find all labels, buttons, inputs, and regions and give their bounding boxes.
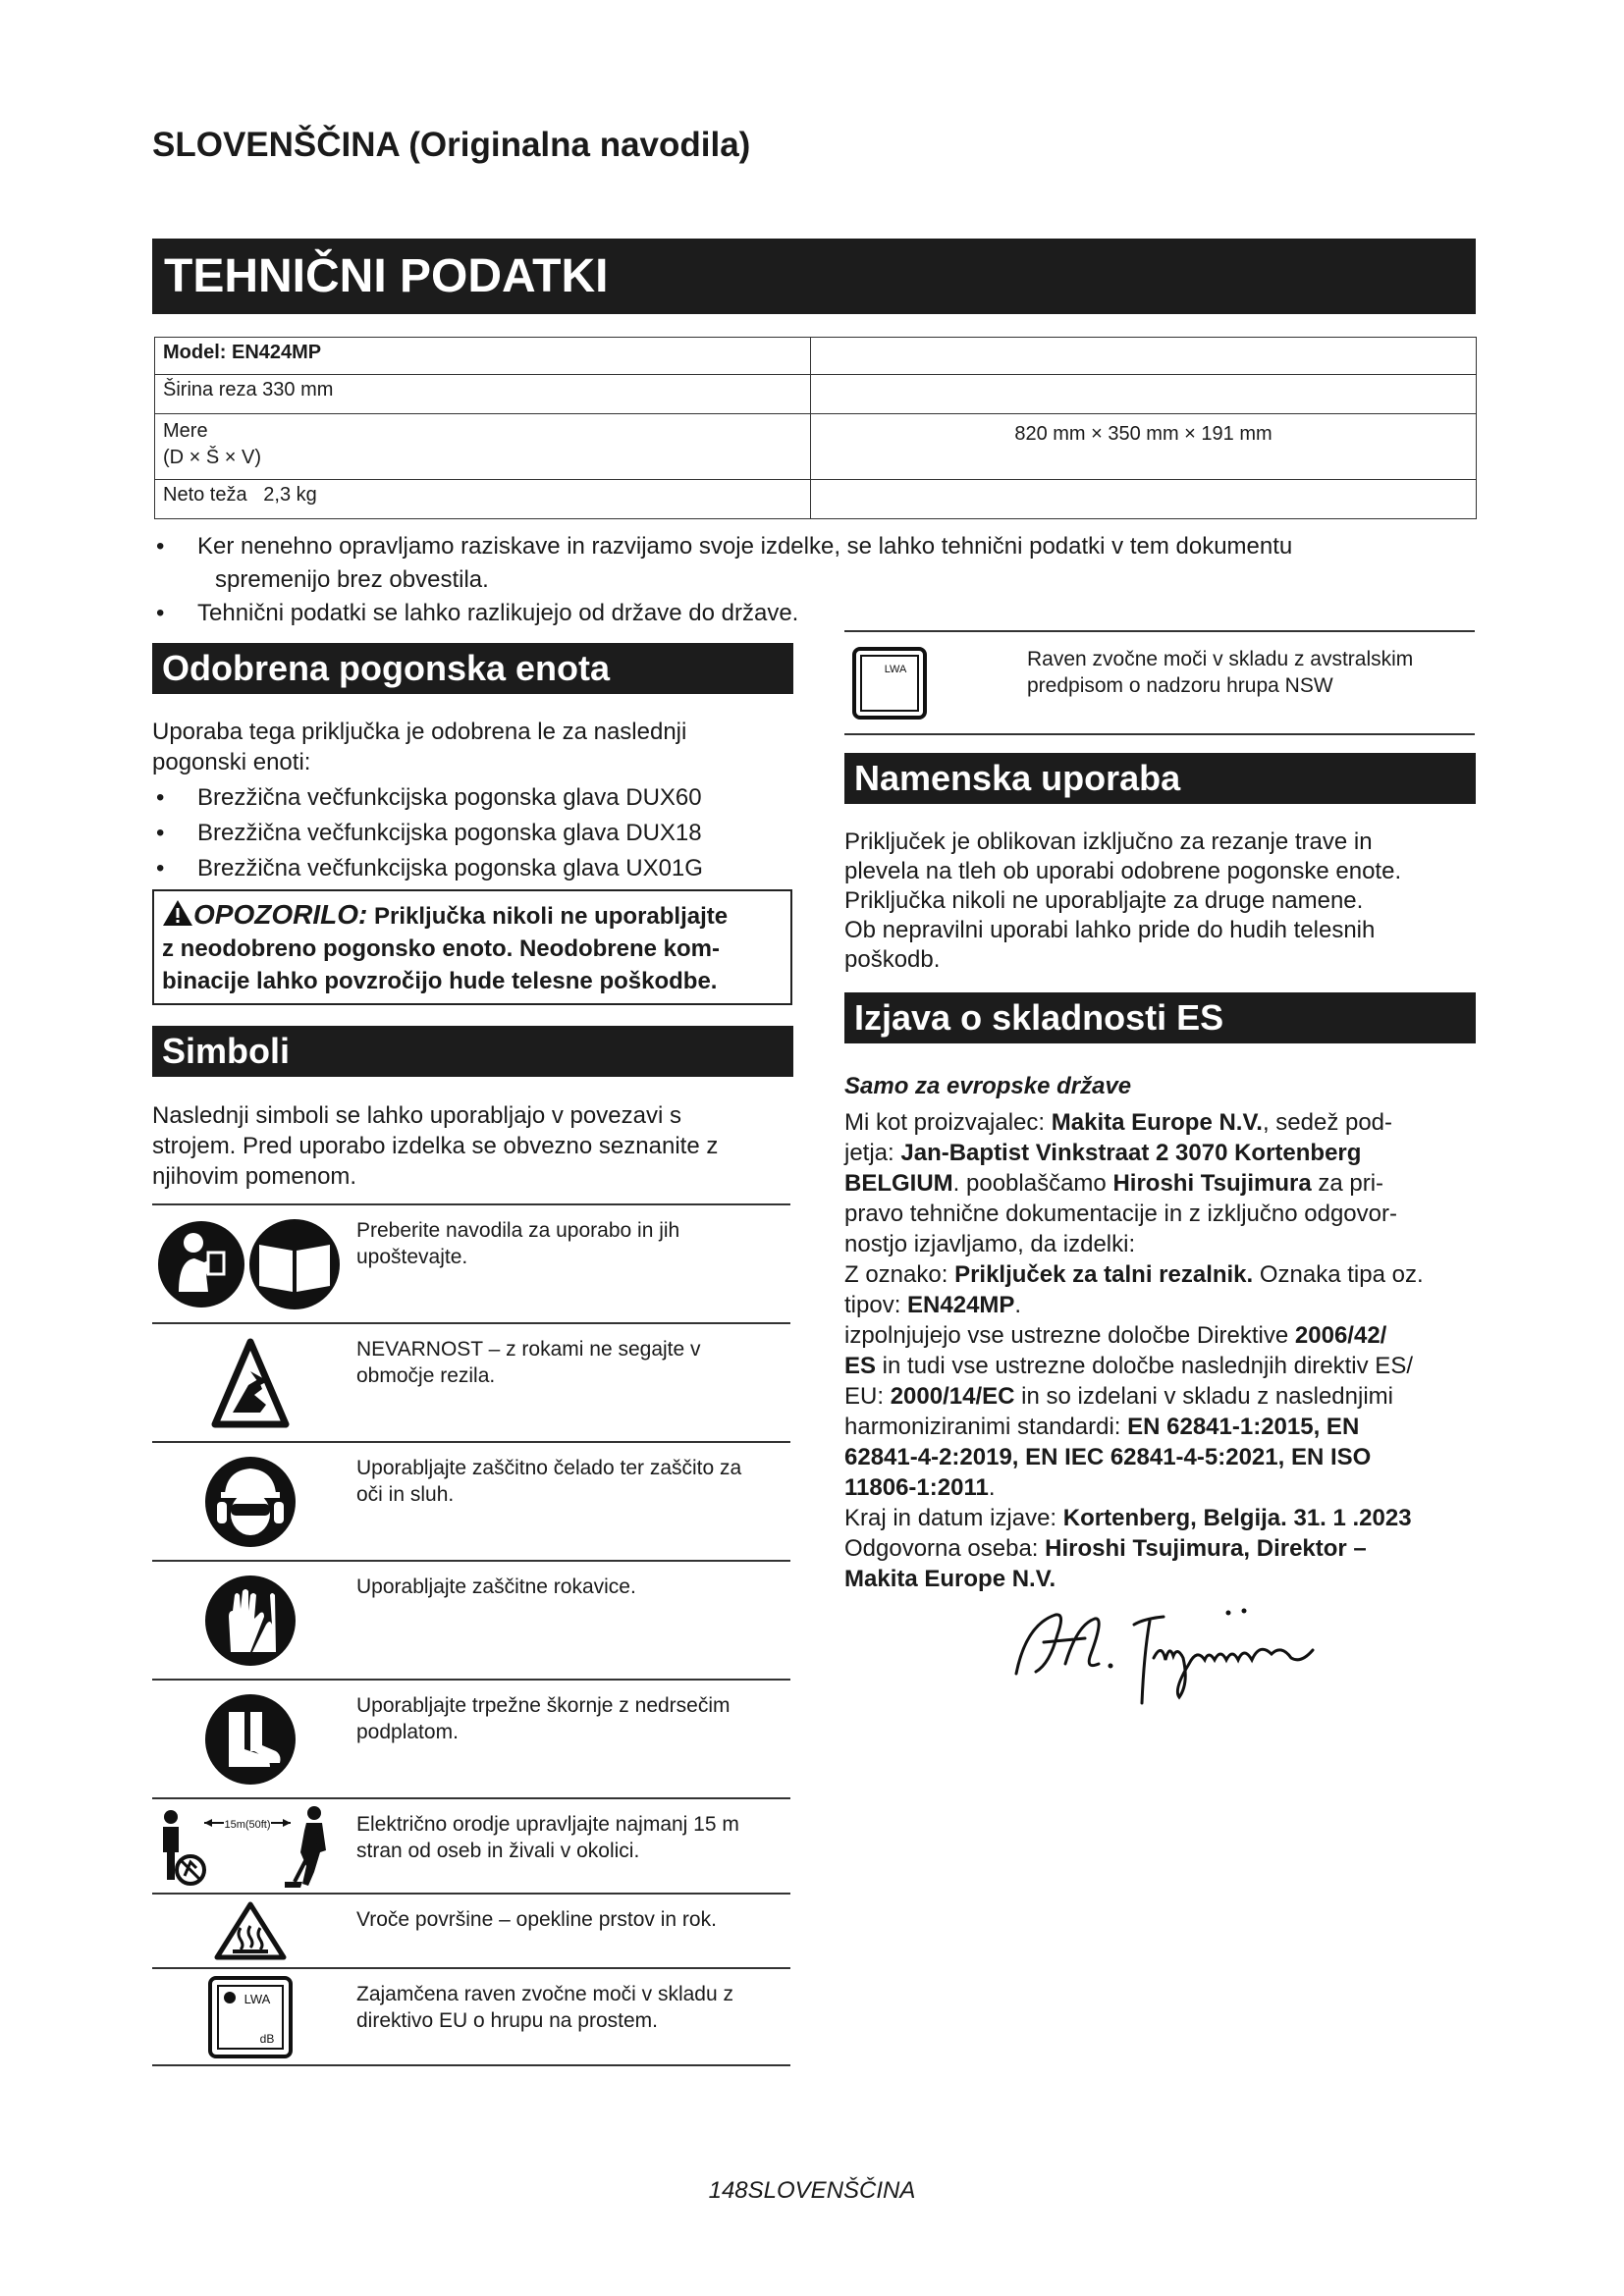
spec-row	[155, 414, 1477, 480]
list-item-text: Brezžična večfunkcijska pogonska glava DUX18	[197, 820, 702, 846]
list-item-text: Brezžična večfunkcijska pogonska glava UX01G	[197, 855, 703, 881]
page-footer: 148SLOVENŠČINA	[708, 2177, 916, 2204]
bullet: •	[156, 784, 165, 811]
product-model: EN424MP	[907, 1292, 1015, 1318]
symbol-description: Vroče površine – opekline prstov in rok.	[356, 1908, 717, 1931]
declaration-fragment: , sedež pod- jetja:	[844, 1109, 1393, 1166]
distance-label: 15m(50ft)	[224, 1818, 271, 1831]
sound-level-label: LWA	[884, 663, 907, 675]
symbol-row	[152, 1441, 790, 1560]
declaration-fragment: in so izdelani v skladu z naslednjimi harmoniziranimi standardi:	[844, 1383, 1393, 1440]
spec-value	[811, 480, 1477, 519]
bullet: •	[156, 533, 165, 560]
symbol-row	[152, 1679, 790, 1797]
symbol-row	[152, 1322, 790, 1441]
symbols-heading: Simboli	[152, 1026, 793, 1077]
bullet: •	[156, 820, 165, 846]
nsw-symbol-row	[844, 630, 1475, 735]
symbol-description: Preberite navodila za uporabo in jih upoštevajte.	[356, 1219, 680, 1268]
blade-danger-icon	[152, 1324, 349, 1441]
ec-declaration-heading: Izjava o skladnosti ES	[844, 992, 1476, 1043]
bullet: •	[156, 855, 165, 881]
list-item-text: Brezžična večfunkcijska pogonska glava DUX60	[197, 784, 702, 811]
tech-data-banner: TEHNIČNI PODATKI	[152, 239, 1476, 314]
declaration-text	[844, 1107, 1475, 1594]
note-item	[152, 530, 1478, 563]
declaration-fragment: . Kraj in datum izjave:	[844, 1474, 1057, 1531]
symbol-row	[152, 1560, 790, 1679]
handwritten-signature	[997, 1595, 1330, 1713]
intended-use-text: Priključek je oblikovan izključno za rezanje trave in plevela na tleh ob uporabi odobrene pogonske enote. Priključka nikoli ne uporabljajte za druge namene. Ob nepravilni uporabi lahko pride do hudih telesnih poškodb.	[844, 828, 1402, 973]
declaration-fragment: . izpolnjujejo vse ustrezne določbe Direktive	[844, 1292, 1289, 1349]
spec-value: 820 mm × 350 mm × 191 mm	[811, 414, 1477, 480]
symbol-description: NEVARNOST – z rokami ne segajte v območje rezila.	[356, 1338, 701, 1387]
responsible-person: Hiroshi Tsujimura, Direktor – Makita Europe N.V.	[844, 1535, 1367, 1592]
product-designation: Priključek za talni rezalnik.	[954, 1261, 1254, 1288]
directive-noise: 2000/14/EC	[890, 1383, 1015, 1410]
sound-power-eu-icon	[152, 1969, 349, 2064]
list-item	[152, 851, 790, 886]
symbol-row	[152, 1797, 790, 1893]
spec-row	[155, 375, 1477, 414]
approved-unit-list	[152, 780, 790, 886]
declaration-fragment: . pooblaščamo	[952, 1170, 1113, 1197]
warning-box	[152, 889, 792, 1005]
list-item	[152, 780, 790, 816]
spec-row	[155, 338, 1477, 375]
warning-line	[162, 898, 783, 933]
declaration-subheading: Samo za evropske države	[844, 1073, 1132, 1099]
boots-icon	[152, 1681, 349, 1797]
symbol-row	[152, 1203, 790, 1322]
list-item	[152, 816, 790, 851]
sound-power-nsw-icon	[844, 632, 1047, 733]
spec-value	[811, 338, 1477, 375]
spec-label: Mere (D × Š × V)	[155, 414, 811, 480]
authorized-person: Hiroshi Tsujimura	[1112, 1170, 1312, 1197]
manufacturer-address: Jan-Baptist Vinkstraat 2 3070 Kortenberg BELGIUM	[844, 1140, 1362, 1197]
sound-unit-label: dB	[259, 2031, 275, 2046]
note-continuation: spremenijo brez obvestila.	[215, 566, 489, 593]
spec-label: Neto teža 2,3 kg	[155, 480, 811, 519]
declaration-fragment: za pri- pravo tehnične dokumentacije in z izključno odgovor- nostjo izjavljamo, da izdelki: Z oznako:	[844, 1170, 1397, 1288]
ec-declaration-body	[844, 1071, 1475, 1594]
spec-notes	[152, 530, 1478, 630]
hot-surface-icon	[152, 1895, 349, 1967]
harmonized-standards: EN 62841-1:2015, EN 62841-4-2:2019, EN IEC 62841-4-5:2021, EN ISO 11806-1:2011	[844, 1414, 1372, 1501]
warning-text: Priključka nikoli ne uporabljajte	[367, 903, 729, 930]
note-text: Ker nenehno opravljamo raziskave in razvijamo svoje izdelke, se lahko tehnični podatki v tem dokumentu	[197, 533, 1293, 560]
note-item	[152, 597, 1478, 630]
symbol-description: Uporabljajte zaščitno čelado ter zaščito za oči in sluh.	[356, 1457, 742, 1506]
warning-label: OPOZORILO:	[193, 899, 368, 930]
intended-use-heading: Namenska uporaba	[844, 753, 1476, 804]
symbol-description: Uporabljajte zaščitne rokavice.	[356, 1575, 636, 1598]
warning-triangle-icon	[162, 899, 193, 927]
manufacturer-name: Makita Europe N.V.	[1051, 1109, 1263, 1136]
spec-label: Širina reza 330 mm	[155, 375, 811, 414]
symbol-row	[152, 1893, 790, 1967]
warning-line: binacije lahko povzročijo hude telesne poškodbe.	[162, 968, 718, 994]
sound-level-label: LWA	[244, 1991, 271, 2006]
declaration-fragment: Odgovorna oseba:	[844, 1535, 1039, 1562]
spec-table	[154, 337, 1477, 519]
spec-row	[155, 480, 1477, 519]
symbol-row	[152, 1967, 790, 2066]
spec-value	[811, 375, 1477, 414]
helmet-goggles-earmuffs-icon	[152, 1443, 349, 1560]
place-and-date: Kortenberg, Belgija. 31. 1 .2023	[1062, 1505, 1412, 1531]
approved-intro: Uporaba tega priključka je odobrena le za naslednji pogonski enoti:	[152, 719, 687, 775]
bullet: •	[156, 600, 165, 626]
symbol-description: Zajamčena raven zvočne moči v skladu z direktivo EU o hrupu na prostem.	[356, 1983, 733, 2032]
keep-distance-icon	[152, 1799, 349, 1893]
page-language-title: SLOVENŠČINA (Originalna navodila)	[152, 126, 751, 164]
symbol-description: Električno orodje upravljajte najmanj 15 m stran od oseb in živali v okolici.	[356, 1813, 739, 1862]
nsw-description: Raven zvočne moči v skladu z avstralskim predpisom o nadzoru hrupa NSW	[1027, 648, 1414, 697]
symbols-table	[152, 1203, 790, 2066]
gloves-icon	[152, 1562, 349, 1679]
directive-machinery: 2006/42/ ES	[844, 1322, 1387, 1379]
symbols-intro: Naslednji simboli se lahko uporabljajo v povezavi s strojem. Pred uporabo izdelka se obvezno seznanite z njihovim pomenom.	[152, 1102, 719, 1190]
warning-line: z neodobreno pogonsko enoto. Neodobrene kom-	[162, 935, 720, 962]
read-manual-icon	[152, 1205, 349, 1322]
declaration-fragment: Mi kot proizvajalec:	[844, 1109, 1052, 1136]
approved-unit-heading: Odobrena pogonska enota	[152, 643, 793, 694]
spec-label: Model: EN424MP	[155, 338, 811, 375]
symbol-description: Uporabljajte trpežne škornje z nedrsečim podplatom.	[356, 1694, 731, 1743]
declaration-fragment: in tudi vse ustrezne določbe naslednjih direktiv ES/ EU:	[844, 1353, 1413, 1410]
note-text: Tehnični podatki se lahko razlikujejo od države do države.	[197, 600, 799, 626]
declaration-fragment: Oznaka tipa oz. tipov:	[844, 1261, 1424, 1318]
